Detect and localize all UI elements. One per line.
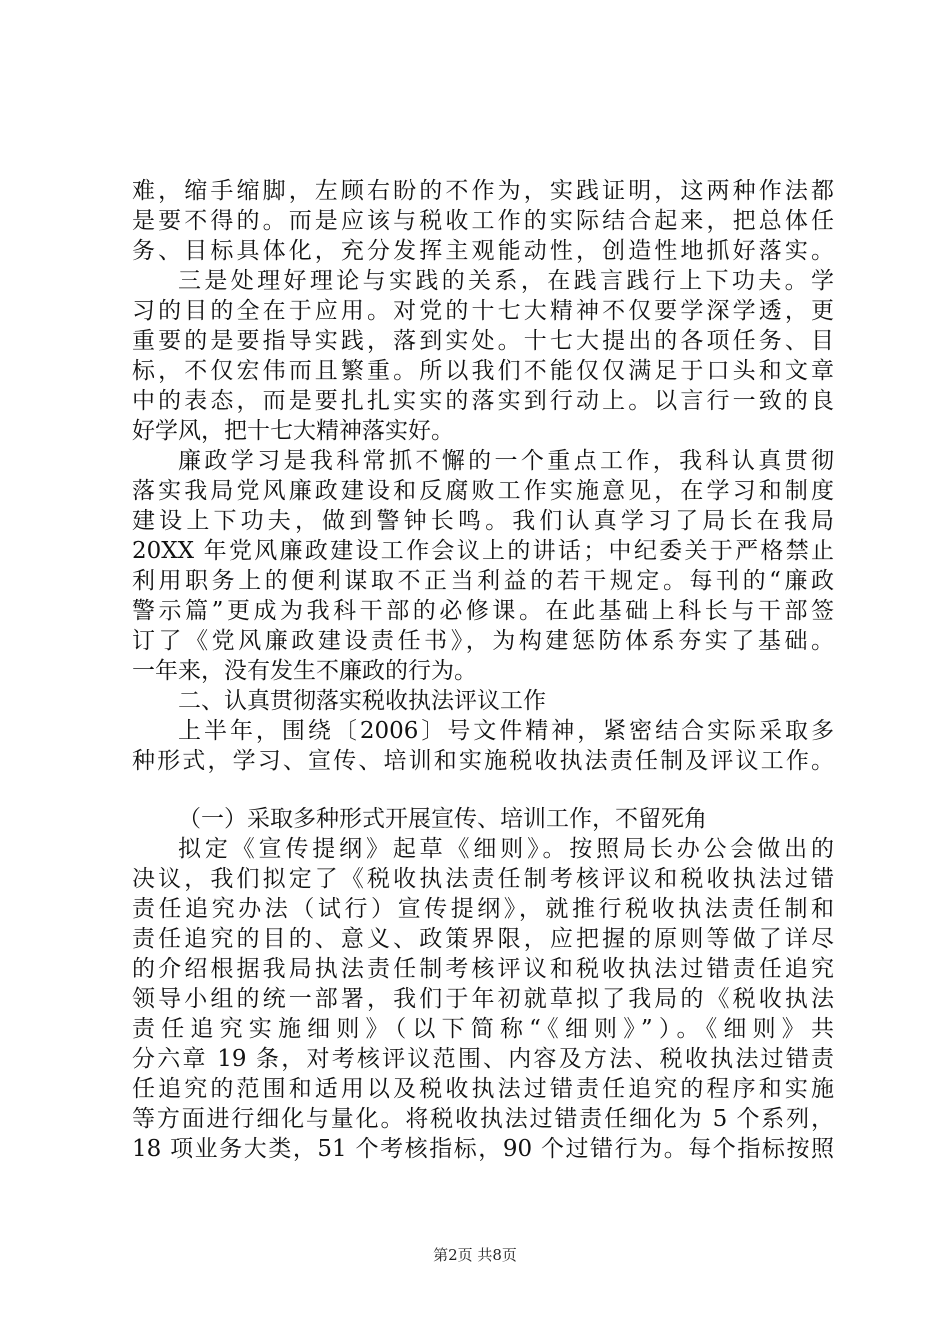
text-line: 责任追究的目的、意义、政策界限，应把握的原则等做了详尽 [132,926,834,952]
text-line: 习的目的全在于应用。对党的十七大精神不仅要学深学透，更 [132,298,834,324]
text-line: 中的表态，而是要扎扎实实的落实到行动上。以言行一致的良 [132,388,834,414]
text-line: 等方面进行细化与量化。将税收执法过错责任细化为 5 个系列， [132,1106,834,1132]
section-heading: 二、认真贯彻落实税收执法评议工作 [178,688,546,714]
text-line: 责任追究办法（试行）宣传提纲》，就推行税收执法责任制和 [132,896,834,922]
paragraph-start-line: 三是处理好理论与实践的关系，在践言践行上下功夫。学 [178,268,834,294]
text-line: 是要不得的。而是应该与税收工作的实际结合起来，把总体任 [132,208,834,234]
text-line: 一年来，没有发生不廉政的行为。 [132,658,477,684]
paragraph-start-line: 拟定《宣传提纲》起草《细则》。按照局长办公会做出的 [178,836,834,862]
paragraph-gap [132,776,834,804]
paragraph-start-line: 上半年，围绕〔2006〕号文件精神，紧密结合实际采取多 [178,718,834,744]
text-line: 落实我局党风廉政建设和反腐败工作实施意见，在学习和制度 [132,478,834,504]
text-line: 务、目标具体化，充分发挥主观能动性，创造性地抓好落实。 [132,238,834,264]
paragraph-start-line: 廉政学习是我科常抓不懈的一个重点工作，我科认真贯彻 [178,448,834,474]
text-line: 20XX 年党风廉政建设工作会议上的讲话；中纪委关于严格禁止 [132,538,834,564]
text-line: 种形式，学习、宣传、培训和实施税收执法责任制及评议工作。 [132,748,834,774]
text-line: 订了《党风廉政建设责任书》，为构建惩防体系夯实了基础。 [132,628,834,654]
text-line: 难，缩手缩脚，左顾右盼的不作为，实践证明，这两种作法都 [132,178,834,204]
text-line: 责任追究实施细则》（以下简称“《细则》”）。《细则》共 [132,1016,834,1042]
text-line: 决议，我们拟定了《税收执法责任制考核评议和税收执法过错 [132,866,834,892]
text-line: 重要的是要指导实践，落到实处。十七大提出的各项任务、目 [132,328,834,354]
text-line: 标，不仅宏伟而且繁重。所以我们不能仅仅满足于口头和文章 [132,358,834,384]
text-line: 利用职务上的便利谋取不正当利益的若干规定。每刊的“廉政 [132,568,834,594]
text-line: 警示篇”更成为我科干部的必修课。在此基础上科长与干部签 [132,598,834,624]
text-line: 18 项业务大类，51 个考核指标，90 个过错行为。每个指标按照 [132,1136,834,1162]
subsection-heading: （一）采取多种形式开展宣传、培训工作，不留死角 [178,806,707,832]
document-body [132,176,834,1164]
text-line: 领导小组的统一部署，我们于年初就草拟了我局的《税收执法 [132,986,834,1012]
text-line: 分六章 19 条，对考核评议范围、内容及方法、税收执法过错责 [132,1046,834,1072]
text-line: 的介绍根据我局执法责任制考核评议和税收执法过错责任追究 [132,956,834,982]
text-line: 建设上下功夫，做到警钟长鸣。我们认真学习了局长在我局 [132,508,834,534]
text-line: 好学风，把十七大精神落实好。 [132,418,454,444]
page-number-footer: 第2页 共8页 [433,1246,517,1264]
text-line: 任追究的范围和适用以及税收执法过错责任追究的程序和实施 [132,1076,834,1102]
